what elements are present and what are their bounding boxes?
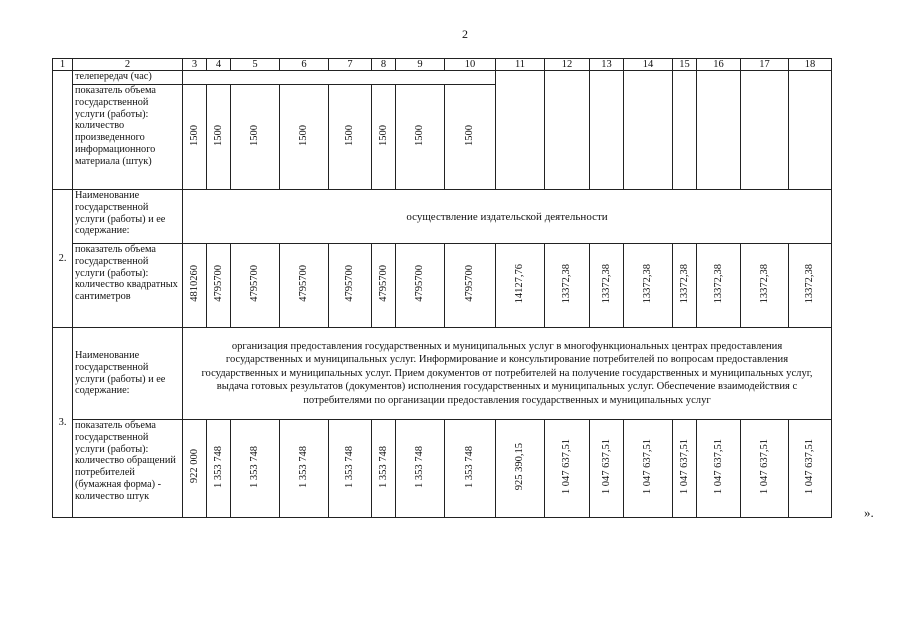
header-cell: 10 <box>445 59 496 71</box>
value-cell <box>496 244 545 328</box>
value-cell <box>183 420 207 518</box>
value-text: 1 353 748 <box>414 445 425 488</box>
header-cell: 12 <box>545 59 590 71</box>
header-cell: 15 <box>673 59 697 71</box>
value-cell <box>545 244 590 328</box>
value-cell <box>231 85 280 190</box>
value-cell <box>697 420 741 518</box>
continuation-text: телепередач (час) <box>73 71 183 85</box>
value-text: 1500 <box>344 124 355 146</box>
value-text: 4795700 <box>414 265 425 302</box>
header-cell: 4 <box>207 59 231 71</box>
value-cell <box>590 71 624 190</box>
value-cell <box>673 420 697 518</box>
value-cell <box>445 420 496 518</box>
value-text: 13372,38 <box>561 263 572 304</box>
value-text: 1500 <box>212 124 224 146</box>
value-cell <box>697 71 741 190</box>
value-text: 1 353 748 <box>344 445 355 488</box>
header-row <box>53 59 832 71</box>
value-text: 1500 <box>464 124 475 146</box>
value-text: 4795700 <box>464 265 475 302</box>
value-cell <box>280 420 329 518</box>
row-number: 2. <box>53 190 73 328</box>
header-cell: 11 <box>496 59 545 71</box>
table-row <box>53 328 832 420</box>
value-cell <box>789 420 832 518</box>
service-name-value: организация предоставления государственных и муниципальных услуг в многофункциональных центрах предоставления государственных и муниципальных услуг. Информирование и консультирование потребителей по вопросам предоставления государственных и муниципальных услуг. Прием документов от потребителей на получение государственных и муниципальных услуг, выдача готовых результатов (документов) исполнения государственных и муниципальных услуг. Обеспечение взаимодействия с потребителями по организации предоставления государственных и муниципальных услуг <box>183 328 832 420</box>
value-text: 1500 <box>249 124 260 146</box>
value-cell <box>445 244 496 328</box>
value-cell <box>280 244 329 328</box>
value-cell <box>231 244 280 328</box>
data-table <box>52 58 832 518</box>
service-name-label: Наименование государственной услуги (работы) и ее содержание: <box>73 328 183 420</box>
value-text: 1 047 637,51 <box>642 438 653 495</box>
value-text: 14127,76 <box>514 263 525 304</box>
value-cell <box>496 420 545 518</box>
value-gap-cell <box>183 71 496 85</box>
indicator-text: показатель объема государственной услуги (работы): количество произведенного информационного материала (штук) <box>73 85 183 190</box>
value-cell <box>372 244 396 328</box>
value-text: 1500 <box>377 124 389 146</box>
header-cell: 2 <box>73 59 183 71</box>
value-text: 4795700 <box>377 265 389 302</box>
value-cell <box>207 420 231 518</box>
header-cell: 16 <box>697 59 741 71</box>
table-row <box>53 190 832 244</box>
value-cell <box>590 420 624 518</box>
value-text: 1 047 637,51 <box>678 438 690 495</box>
value-cell <box>207 85 231 190</box>
value-text: 13372,38 <box>678 263 690 304</box>
value-cell <box>496 71 545 190</box>
value-text: 13372,38 <box>712 263 724 304</box>
header-cell: 9 <box>396 59 445 71</box>
page-number: 2 <box>462 27 468 41</box>
value-text: 1 047 637,51 <box>804 438 815 495</box>
value-text: 1 353 748 <box>249 445 260 488</box>
value-text: 1 047 637,51 <box>561 438 572 495</box>
header-cell: 18 <box>789 59 832 71</box>
value-cell <box>329 244 372 328</box>
value-cell <box>183 85 207 190</box>
table-row <box>53 244 832 328</box>
header-cell: 14 <box>624 59 673 71</box>
value-text: 1500 <box>188 124 200 146</box>
table-row <box>53 420 832 518</box>
value-cell <box>183 244 207 328</box>
value-cell <box>445 85 496 190</box>
value-text: 1 353 748 <box>212 445 224 488</box>
value-cell <box>372 85 396 190</box>
value-cell <box>789 71 832 190</box>
value-cell <box>624 71 673 190</box>
value-text: 4810260 <box>188 265 200 302</box>
value-text: 1 353 748 <box>298 445 309 488</box>
header-cell: 5 <box>231 59 280 71</box>
service-name-value: осуществление издательской деятельности <box>183 190 832 244</box>
value-cell <box>673 244 697 328</box>
value-text: 922 000 <box>188 449 200 484</box>
value-text: 4795700 <box>344 265 355 302</box>
value-cell <box>329 85 372 190</box>
indicator-text: показатель объема государственной услуги (работы): количество квадратных сантиметров <box>73 244 183 328</box>
value-cell <box>673 71 697 190</box>
value-text: 925 390,15 <box>514 442 525 491</box>
header-cell: 7 <box>329 59 372 71</box>
indicator-text: показатель объема государственной услуги (работы): количество обращений потребителей (бумажная форма) - количество штук <box>73 420 183 518</box>
value-text: 1500 <box>414 124 425 146</box>
value-text: 1 353 748 <box>464 445 475 488</box>
value-text: 13372,38 <box>642 263 653 304</box>
value-cell <box>280 85 329 190</box>
header-cell: 8 <box>372 59 396 71</box>
value-cell <box>789 244 832 328</box>
row-number-cell <box>53 71 73 190</box>
value-cell <box>231 420 280 518</box>
value-text: 13372,38 <box>804 263 815 304</box>
value-text: 13372,38 <box>600 263 612 304</box>
value-text: 1 047 637,51 <box>600 438 612 495</box>
value-cell <box>741 420 789 518</box>
value-cell <box>741 71 789 190</box>
value-cell <box>590 244 624 328</box>
value-cell <box>545 71 590 190</box>
header-cell: 6 <box>280 59 329 71</box>
value-cell <box>624 420 673 518</box>
value-cell <box>329 420 372 518</box>
value-text: 1 047 637,51 <box>758 438 770 495</box>
value-cell <box>372 420 396 518</box>
value-text: 4795700 <box>249 265 260 302</box>
value-cell <box>396 85 445 190</box>
value-text: 1 353 748 <box>377 445 389 488</box>
value-cell <box>741 244 789 328</box>
value-text: 1500 <box>298 124 309 146</box>
value-text: 4795700 <box>212 265 224 302</box>
header-cell: 3 <box>183 59 207 71</box>
value-text: 1 047 637,51 <box>712 438 724 495</box>
header-cell: 1 <box>53 59 73 71</box>
value-cell <box>396 244 445 328</box>
value-cell <box>697 244 741 328</box>
header-cell: 13 <box>590 59 624 71</box>
value-text: 13372,38 <box>758 263 770 304</box>
row-number: 3. <box>53 328 73 518</box>
value-cell <box>396 420 445 518</box>
value-cell <box>207 244 231 328</box>
value-cell <box>545 420 590 518</box>
service-name-label: Наименование государственной услуги (работы) и ее содержание: <box>73 190 183 244</box>
value-cell <box>624 244 673 328</box>
header-cell: 17 <box>741 59 789 71</box>
closing-quote-mark: ». <box>864 505 874 520</box>
table-row <box>53 71 832 85</box>
value-text: 4795700 <box>298 265 309 302</box>
